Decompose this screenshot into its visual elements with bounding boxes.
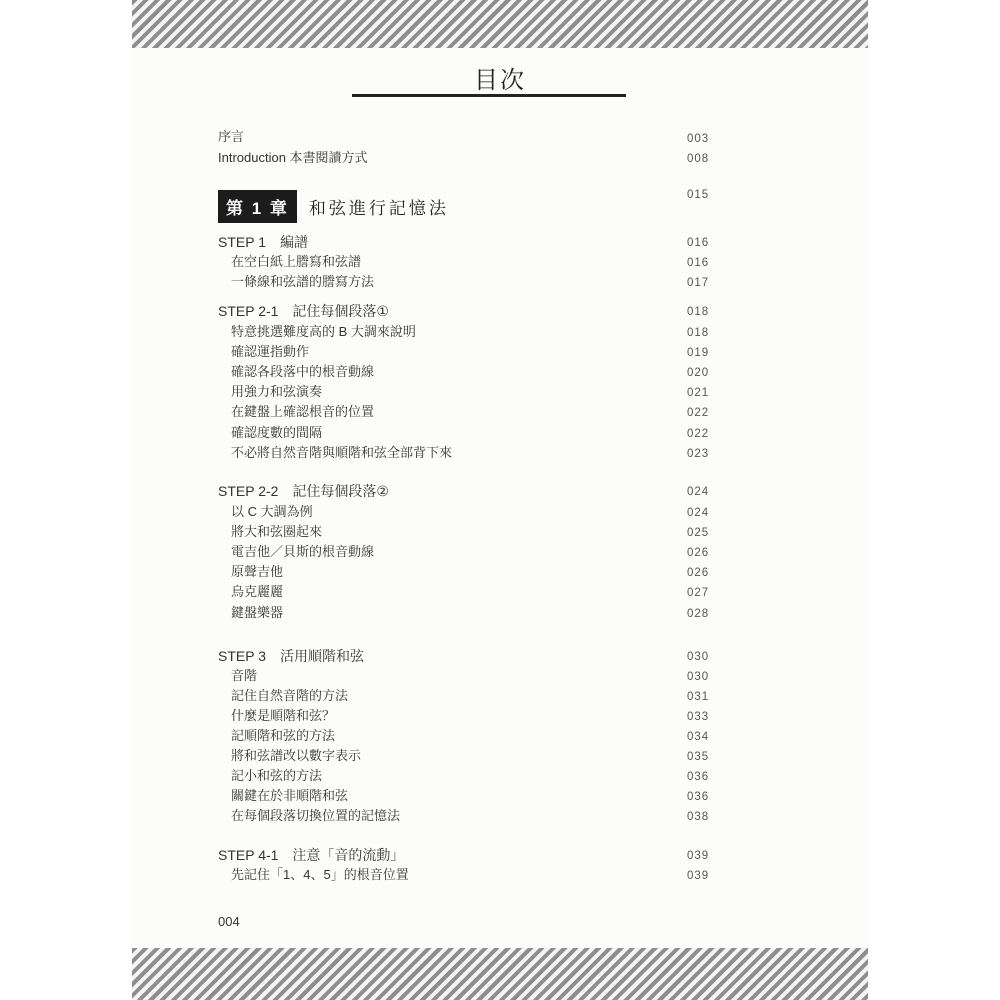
toc-entry[interactable]: 電吉他／貝斯的根音動線 — [231, 544, 375, 559]
toc-page-number: 035 — [687, 751, 710, 763]
toc-page-number: 025 — [687, 527, 710, 539]
title-underline — [352, 94, 626, 97]
toc-page-number: 024 — [687, 507, 710, 519]
toc-page-number: 020 — [687, 367, 710, 379]
toc-entry[interactable]: 什麼是順階和弦？ — [231, 708, 336, 723]
toc-entry[interactable]: 在空白紙上謄寫和弦譜 — [231, 254, 362, 269]
toc-entry-introduction[interactable]: Introduction 本書閱讀方式 — [218, 150, 368, 165]
toc-entry[interactable]: 烏克麗麗 — [231, 584, 284, 599]
toc-entry[interactable]: 記順階和弦的方法 — [231, 728, 336, 743]
toc-page-number: 033 — [687, 711, 710, 723]
toc-entry[interactable]: 鍵盤樂器 — [231, 605, 284, 620]
toc-page-number: 003 — [687, 133, 710, 145]
toc-entry[interactable]: 一條線和弦譜的謄寫方法 — [231, 274, 375, 289]
page-title: 目次 — [474, 67, 526, 94]
toc-entry[interactable]: 將大和弦圈起來 — [231, 524, 323, 539]
toc-page-number: 008 — [687, 153, 710, 165]
toc-section-heading[interactable]: STEP 2-1 記住每個段落① — [218, 303, 389, 319]
toc-page-number: 019 — [687, 347, 710, 359]
striped-header-band — [132, 0, 868, 48]
toc-entry[interactable]: 將和弦譜改以數字表示 — [231, 748, 362, 763]
book-page — [132, 0, 868, 1000]
toc-page-number: 039 — [687, 850, 710, 862]
toc-page-number: 024 — [687, 486, 710, 498]
toc-section-heading[interactable]: STEP 3 活用順階和弦 — [218, 648, 364, 664]
toc-entry[interactable]: 關鍵在於非順階和弦 — [231, 788, 349, 803]
toc-entry[interactable]: 原聲吉他 — [231, 564, 284, 579]
toc-page-number: 026 — [687, 567, 710, 579]
toc-page-number: 015 — [687, 189, 710, 201]
chapter-badge: 第 1 章 — [218, 190, 297, 223]
toc-page-number: 027 — [687, 587, 710, 599]
toc-page-number: 039 — [687, 870, 710, 882]
striped-footer-band — [132, 948, 868, 1000]
toc-entry[interactable]: 音階 — [231, 668, 258, 683]
toc-page-number: 018 — [687, 327, 710, 339]
toc-entry[interactable]: 特意挑選難度高的 B 大調來說明 — [231, 324, 416, 339]
toc-page-number: 017 — [687, 277, 710, 289]
toc-entry[interactable]: 記小和弦的方法 — [231, 768, 323, 783]
toc-page-number: 031 — [687, 691, 710, 703]
toc-entry[interactable]: 先記住「1、4、5」的根音位置 — [231, 867, 409, 882]
toc-page-number: 036 — [687, 791, 710, 803]
toc-page-number: 026 — [687, 547, 710, 559]
toc-entry[interactable]: 以 C 大調為例 — [231, 504, 313, 519]
toc-entry[interactable]: 確認各段落中的根音動線 — [231, 364, 375, 379]
toc-section-heading[interactable]: STEP 4-1 注意「音的流動」 — [218, 847, 405, 863]
toc-page-number: 016 — [687, 237, 710, 249]
toc-page-number: 034 — [687, 731, 710, 743]
toc-entry[interactable]: 在每個段落切換位置的記憶法 — [231, 808, 401, 823]
toc-page-number: 016 — [687, 257, 710, 269]
folio-page-number: 004 — [218, 914, 240, 929]
toc-entry[interactable]: 在鍵盤上確認根音的位置 — [231, 404, 375, 419]
toc-entry[interactable]: 不必將自然音階與順階和弦全部背下來 — [231, 445, 453, 460]
toc-page-number: 023 — [687, 448, 710, 460]
toc-page-number: 028 — [687, 608, 710, 620]
toc-page-number: 038 — [687, 811, 710, 823]
toc-section-heading[interactable]: STEP 2-2 記住每個段落② — [218, 483, 389, 499]
toc-section-heading[interactable]: STEP 1 編譜 — [218, 234, 308, 250]
toc-entry[interactable]: 用強力和弦演奏 — [231, 384, 323, 399]
chapter-heading[interactable] — [218, 190, 449, 223]
chapter-title: 和弦進行記憶法 — [308, 199, 449, 218]
toc-page-number: 030 — [687, 651, 710, 663]
toc-page-number: 022 — [687, 428, 710, 440]
toc-entry[interactable]: 確認運指動作 — [231, 344, 310, 359]
toc-entry-preface[interactable]: 序言 — [218, 129, 245, 144]
toc-page-number: 021 — [687, 387, 710, 399]
toc-page-number: 030 — [687, 671, 710, 683]
toc-entry[interactable]: 確認度數的間隔 — [231, 425, 323, 440]
toc-page-number: 036 — [687, 771, 710, 783]
toc-entry[interactable]: 記住自然音階的方法 — [231, 688, 349, 703]
toc-page-number: 018 — [687, 306, 710, 318]
toc-page-number: 022 — [687, 407, 710, 419]
